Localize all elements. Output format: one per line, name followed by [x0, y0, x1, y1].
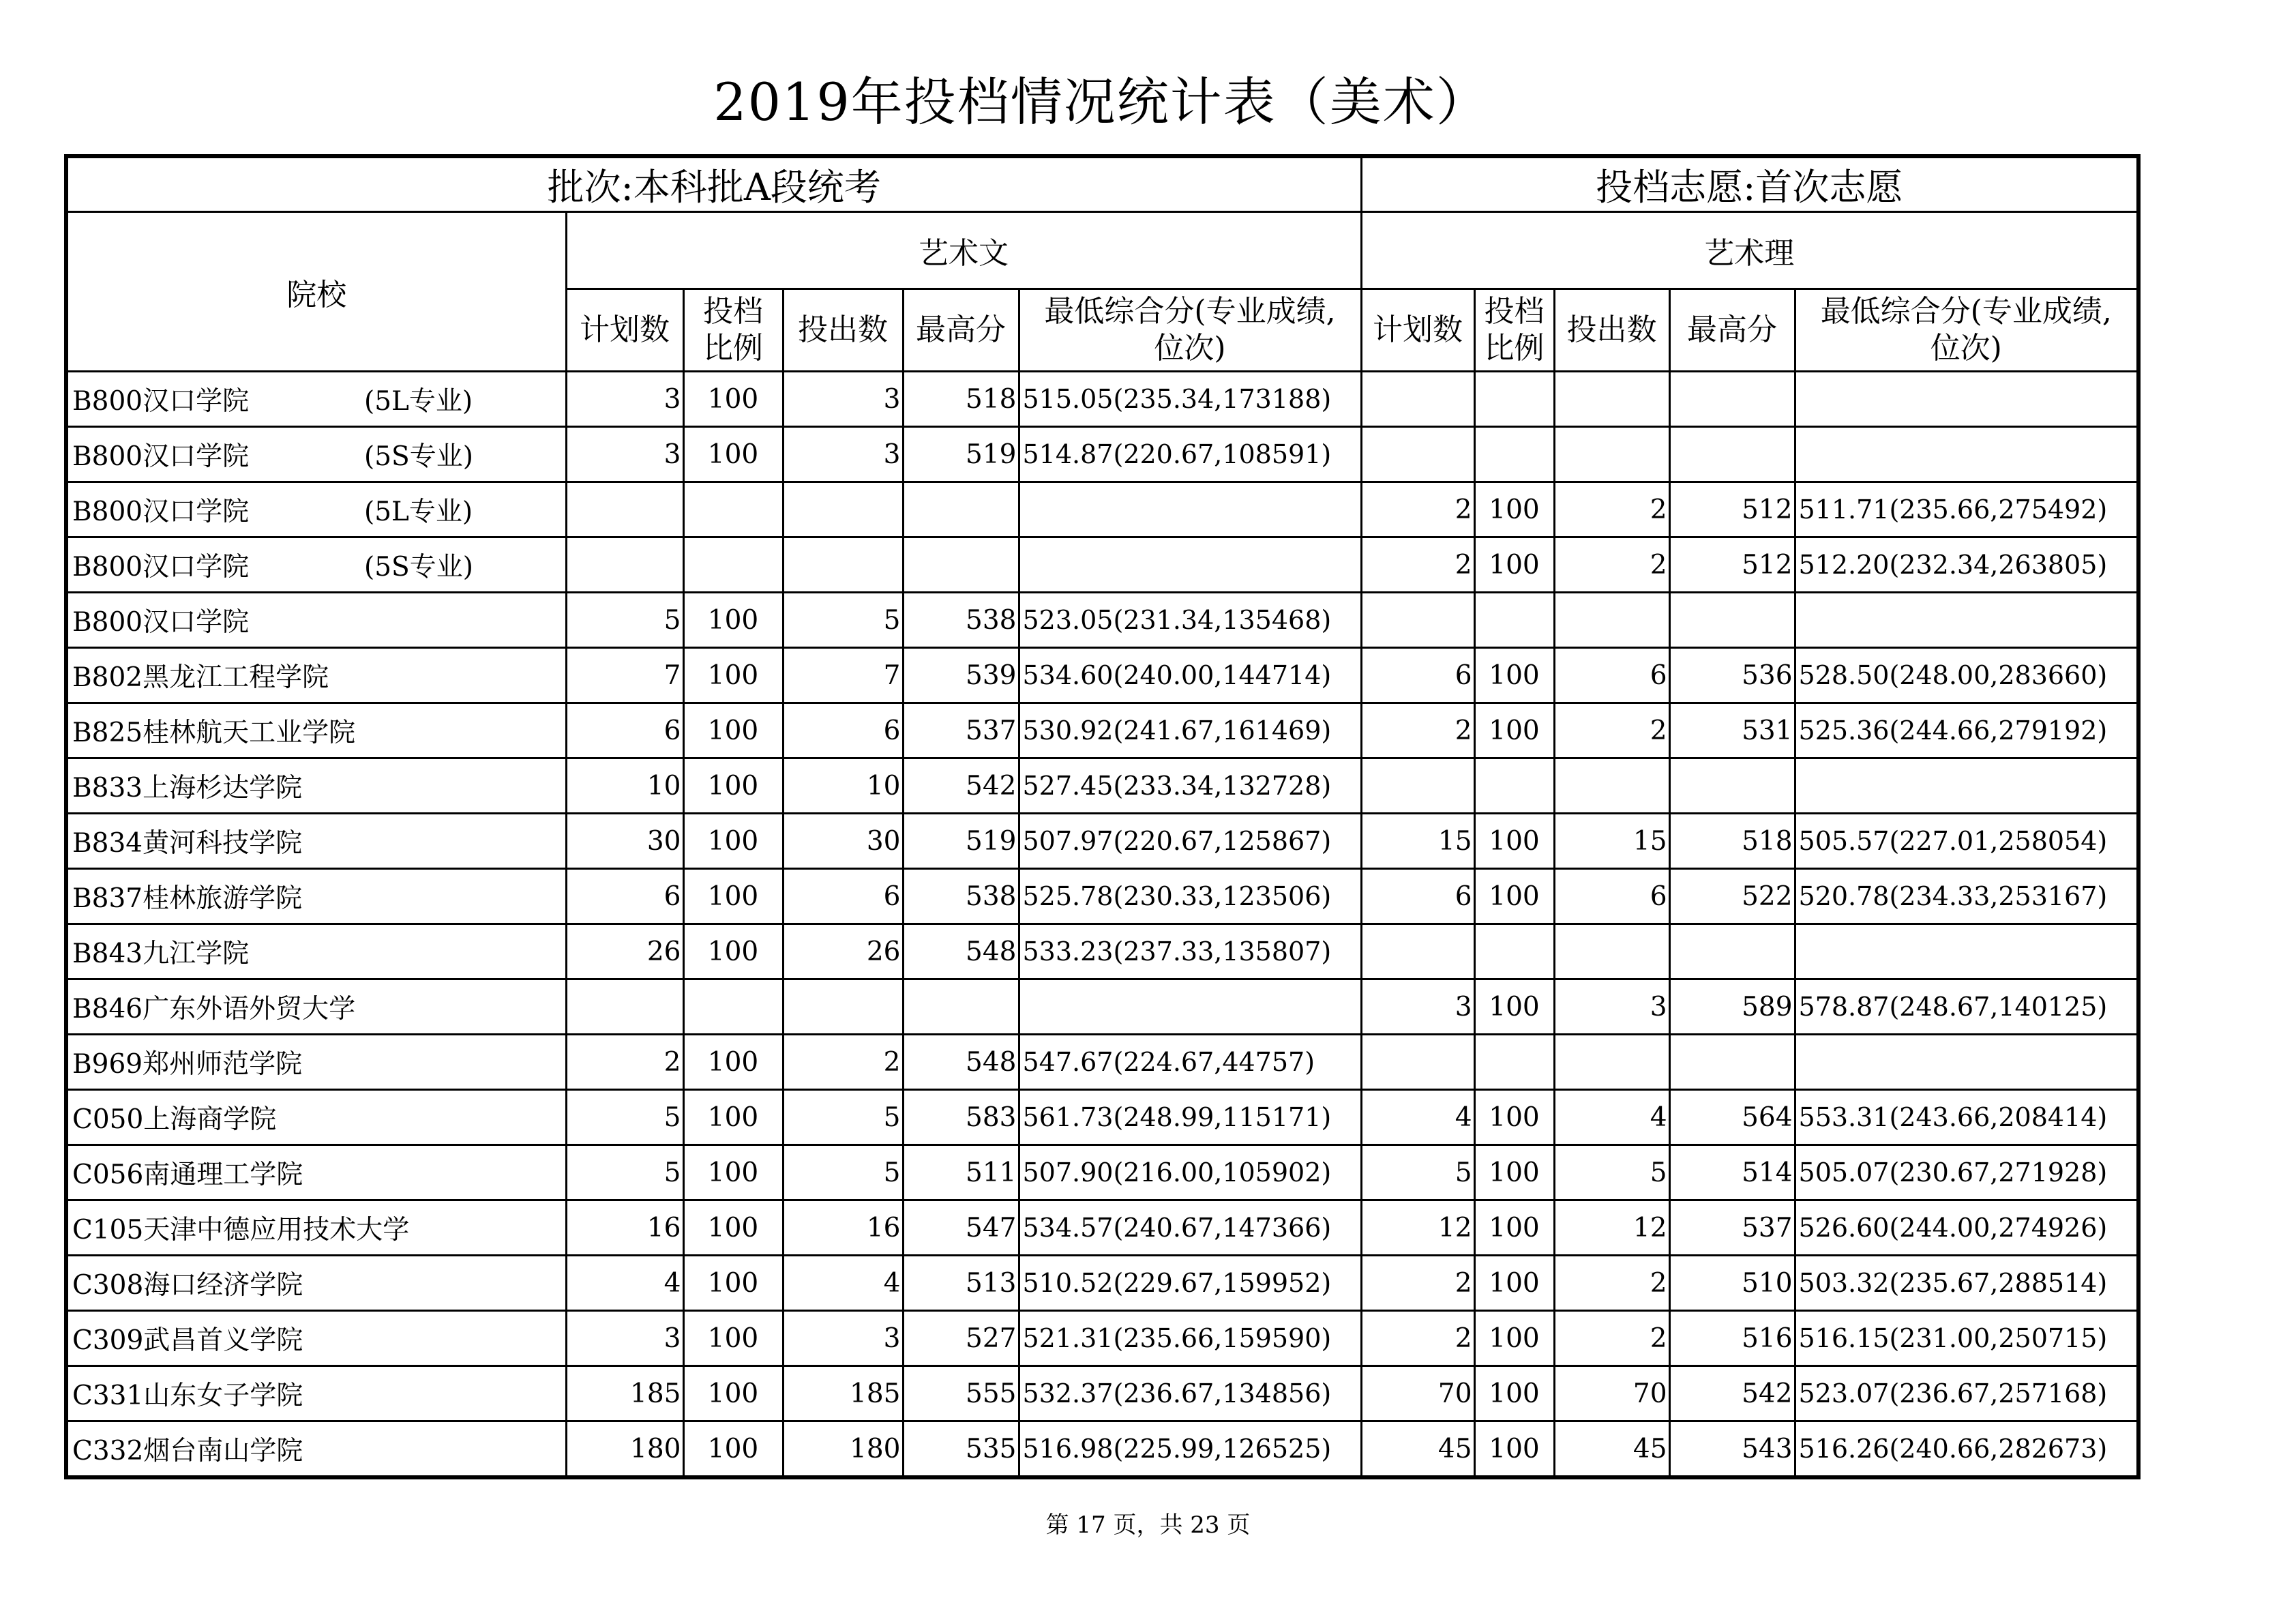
- school-name: B837桂林旅游学院: [72, 883, 303, 914]
- w-ratio-cell: [683, 979, 783, 1035]
- school-cell: [66, 1145, 566, 1200]
- school-cell: [66, 537, 566, 593]
- l-ratio-cell: 100: [1474, 814, 1554, 869]
- w-plan-cell: 16: [566, 1200, 683, 1256]
- school-cell: [66, 1035, 566, 1090]
- l-plan-cell: [1361, 593, 1474, 648]
- l-out-cell: [1554, 427, 1669, 482]
- w-ratio-cell: 100: [683, 648, 783, 703]
- w-min-cell: [1019, 537, 1361, 593]
- w-min-cell: 523.05(231.34,135468): [1019, 593, 1361, 648]
- table-row: [66, 1421, 2138, 1478]
- w-max-cell: 539: [903, 648, 1019, 703]
- batch-label: 批次:本科批A段统考: [66, 156, 1361, 212]
- l-plan-cell: 45: [1361, 1421, 1474, 1478]
- school-cell: [66, 703, 566, 758]
- l-min-cell: [1795, 1035, 2138, 1090]
- table-row: [66, 1035, 2138, 1090]
- school-cell: [66, 758, 566, 814]
- school-cell: [66, 1090, 566, 1145]
- l-max-cell: [1669, 758, 1795, 814]
- w-ratio-cell: [683, 482, 783, 537]
- l-out-cell: [1554, 593, 1669, 648]
- l-max-cell: 564: [1669, 1090, 1795, 1145]
- l-max-cell: [1669, 372, 1795, 427]
- wen-out-header: 投出数: [783, 289, 903, 372]
- major-note: (5L专业): [364, 497, 473, 527]
- table-row: [66, 703, 2138, 758]
- w-max-cell: 511: [903, 1145, 1019, 1200]
- w-min-cell: 525.78(230.33,123506): [1019, 869, 1361, 924]
- w-min-cell: [1019, 979, 1361, 1035]
- table-row: [66, 372, 2138, 427]
- wen-min-header: 最低综合分(专业成绩, 位次): [1019, 289, 1361, 372]
- l-out-cell: [1554, 924, 1669, 979]
- table-row: [66, 648, 2138, 703]
- l-plan-cell: [1361, 758, 1474, 814]
- w-out-cell: 16: [783, 1200, 903, 1256]
- school-name: B800汉口学院: [72, 607, 250, 638]
- l-max-cell: 531: [1669, 703, 1795, 758]
- w-ratio-cell: 100: [683, 1366, 783, 1421]
- wen-plan-header: 计划数: [566, 289, 683, 372]
- w-plan-cell: 30: [566, 814, 683, 869]
- table-row: [66, 1145, 2138, 1200]
- l-min-cell: 525.36(244.66,279192): [1795, 703, 2138, 758]
- school-name: B800汉口学院: [72, 441, 250, 472]
- l-max-cell: [1669, 924, 1795, 979]
- l-ratio-cell: 100: [1474, 703, 1554, 758]
- school-cell: [66, 593, 566, 648]
- volunteer-label: 投档志愿:首次志愿: [1361, 156, 2138, 212]
- l-ratio-cell: 100: [1474, 482, 1554, 537]
- w-out-cell: 6: [783, 703, 903, 758]
- w-plan-cell: 3: [566, 372, 683, 427]
- w-ratio-cell: 100: [683, 1421, 783, 1478]
- school-cell: [66, 979, 566, 1035]
- w-plan-cell: 180: [566, 1421, 683, 1478]
- school-name: B846广东外语外贸大学: [72, 994, 356, 1024]
- school-name: C331山东女子学院: [72, 1381, 303, 1411]
- school-name: B800汉口学院: [72, 386, 250, 417]
- w-min-cell: 547.67(224.67,44757): [1019, 1035, 1361, 1090]
- l-plan-cell: [1361, 372, 1474, 427]
- l-out-cell: [1554, 758, 1669, 814]
- w-max-cell: 535: [903, 1421, 1019, 1478]
- w-ratio-cell: 100: [683, 1200, 783, 1256]
- table-row: [66, 427, 2138, 482]
- li-out-header: 投出数: [1554, 289, 1669, 372]
- l-min-cell: 503.32(235.67,288514): [1795, 1256, 2138, 1311]
- w-out-cell: 3: [783, 1311, 903, 1366]
- w-out-cell: 10: [783, 758, 903, 814]
- school-name: B843九江学院: [72, 939, 250, 969]
- l-min-cell: 505.07(230.67,271928): [1795, 1145, 2138, 1200]
- w-ratio-cell: 100: [683, 1311, 783, 1366]
- w-min-cell: 514.87(220.67,108591): [1019, 427, 1361, 482]
- l-out-cell: 4: [1554, 1090, 1669, 1145]
- table-row: [66, 537, 2138, 593]
- school-name: C308海口经济学院: [72, 1270, 303, 1301]
- w-plan-cell: 26: [566, 924, 683, 979]
- admission-statistics-table: [64, 154, 2141, 1479]
- art-liberal-group-header: 艺术文: [566, 212, 1361, 289]
- batch-header-row: [66, 156, 2138, 212]
- school-name: B833上海杉达学院: [72, 773, 303, 803]
- w-out-cell: 7: [783, 648, 903, 703]
- major-note: (5S专业): [364, 552, 473, 582]
- w-max-cell: 555: [903, 1366, 1019, 1421]
- w-plan-cell: [566, 482, 683, 537]
- l-plan-cell: 2: [1361, 482, 1474, 537]
- l-plan-cell: 5: [1361, 1145, 1474, 1200]
- w-plan-cell: [566, 537, 683, 593]
- w-ratio-cell: 100: [683, 758, 783, 814]
- school-cell: [66, 372, 566, 427]
- l-plan-cell: 2: [1361, 1311, 1474, 1366]
- l-max-cell: [1669, 427, 1795, 482]
- w-max-cell: 538: [903, 869, 1019, 924]
- w-ratio-cell: 100: [683, 869, 783, 924]
- w-plan-cell: 6: [566, 703, 683, 758]
- li-min-header: 最低综合分(专业成绩, 位次): [1795, 289, 2138, 372]
- table-row: [66, 924, 2138, 979]
- l-min-cell: 516.15(231.00,250715): [1795, 1311, 2138, 1366]
- school-name: C309武昌首义学院: [72, 1325, 303, 1356]
- school-name: B800汉口学院: [72, 552, 250, 582]
- w-max-cell: 583: [903, 1090, 1019, 1145]
- w-min-cell: 521.31(235.66,159590): [1019, 1311, 1361, 1366]
- l-plan-cell: 70: [1361, 1366, 1474, 1421]
- document-title: 2019年投档情况统计表（美术）: [713, 72, 1489, 132]
- table-row: [66, 1200, 2138, 1256]
- l-min-cell: [1795, 372, 2138, 427]
- l-out-cell: 3: [1554, 979, 1669, 1035]
- l-out-cell: 15: [1554, 814, 1669, 869]
- w-plan-cell: 10: [566, 758, 683, 814]
- l-plan-cell: 2: [1361, 537, 1474, 593]
- w-ratio-cell: 100: [683, 924, 783, 979]
- l-ratio-cell: 100: [1474, 1256, 1554, 1311]
- l-ratio-cell: 100: [1474, 1366, 1554, 1421]
- l-max-cell: 518: [1669, 814, 1795, 869]
- l-max-cell: 543: [1669, 1421, 1795, 1478]
- school-cell: [66, 869, 566, 924]
- l-ratio-cell: [1474, 372, 1554, 427]
- w-max-cell: 538: [903, 593, 1019, 648]
- l-min-cell: 505.57(227.01,258054): [1795, 814, 2138, 869]
- art-science-group-header: 艺术理: [1361, 212, 2138, 289]
- l-max-cell: 536: [1669, 648, 1795, 703]
- school-cell: [66, 648, 566, 703]
- table-row: [66, 1256, 2138, 1311]
- w-max-cell: 519: [903, 814, 1019, 869]
- w-ratio-cell: 100: [683, 1256, 783, 1311]
- l-out-cell: 2: [1554, 1311, 1669, 1366]
- w-ratio-cell: [683, 537, 783, 593]
- l-ratio-cell: 100: [1474, 1090, 1554, 1145]
- l-ratio-cell: 100: [1474, 1200, 1554, 1256]
- l-max-cell: 589: [1669, 979, 1795, 1035]
- w-max-cell: 537: [903, 703, 1019, 758]
- school-name: C105天津中德应用技术大学: [72, 1215, 410, 1245]
- w-max-cell: 527: [903, 1311, 1019, 1366]
- w-ratio-cell: 100: [683, 427, 783, 482]
- l-ratio-cell: 100: [1474, 869, 1554, 924]
- l-min-cell: 511.71(235.66,275492): [1795, 482, 2138, 537]
- major-note: (5L专业): [364, 386, 473, 417]
- li-plan-header: 计划数: [1361, 289, 1474, 372]
- l-min-cell: [1795, 758, 2138, 814]
- l-min-cell: 553.31(243.66,208414): [1795, 1090, 2138, 1145]
- table-row: [66, 1311, 2138, 1366]
- l-min-cell: [1795, 924, 2138, 979]
- group-header-row: [66, 212, 2138, 289]
- l-plan-cell: 2: [1361, 703, 1474, 758]
- w-min-cell: 507.90(216.00,105902): [1019, 1145, 1361, 1200]
- w-min-cell: 527.45(233.34,132728): [1019, 758, 1361, 814]
- l-ratio-cell: [1474, 427, 1554, 482]
- l-ratio-cell: [1474, 758, 1554, 814]
- w-min-cell: 507.97(220.67,125867): [1019, 814, 1361, 869]
- l-out-cell: 2: [1554, 1256, 1669, 1311]
- l-out-cell: 6: [1554, 869, 1669, 924]
- l-min-cell: 578.87(248.67,140125): [1795, 979, 2138, 1035]
- w-plan-cell: 6: [566, 869, 683, 924]
- w-out-cell: 5: [783, 593, 903, 648]
- w-plan-cell: [566, 979, 683, 1035]
- wen-max-header: 最高分: [903, 289, 1019, 372]
- l-out-cell: 5: [1554, 1145, 1669, 1200]
- school-name: B834黄河科技学院: [72, 828, 303, 859]
- w-plan-cell: 5: [566, 593, 683, 648]
- w-plan-cell: 5: [566, 1090, 683, 1145]
- l-max-cell: 542: [1669, 1366, 1795, 1421]
- w-max-cell: 548: [903, 1035, 1019, 1090]
- w-max-cell: 518: [903, 372, 1019, 427]
- w-min-cell: 516.98(225.99,126525): [1019, 1421, 1361, 1478]
- table-row: [66, 482, 2138, 537]
- l-out-cell: [1554, 1035, 1669, 1090]
- l-min-cell: 516.26(240.66,282673): [1795, 1421, 2138, 1478]
- l-ratio-cell: 100: [1474, 979, 1554, 1035]
- l-max-cell: [1669, 1035, 1795, 1090]
- table-row: [66, 1090, 2138, 1145]
- table-row: [66, 593, 2138, 648]
- l-ratio-cell: [1474, 924, 1554, 979]
- w-max-cell: 519: [903, 427, 1019, 482]
- l-plan-cell: 15: [1361, 814, 1474, 869]
- w-out-cell: 26: [783, 924, 903, 979]
- school-column-header: 院校: [66, 212, 566, 372]
- school-name: B825桂林航天工业学院: [72, 718, 356, 748]
- w-min-cell: 532.37(236.67,134856): [1019, 1366, 1361, 1421]
- w-out-cell: 3: [783, 427, 903, 482]
- w-plan-cell: 5: [566, 1145, 683, 1200]
- l-out-cell: 12: [1554, 1200, 1669, 1256]
- school-name: B800汉口学院: [72, 497, 250, 527]
- l-ratio-cell: 100: [1474, 1311, 1554, 1366]
- w-max-cell: 548: [903, 924, 1019, 979]
- school-cell: [66, 1366, 566, 1421]
- w-min-cell: 530.92(241.67,161469): [1019, 703, 1361, 758]
- w-min-cell: 515.05(235.34,173188): [1019, 372, 1361, 427]
- w-out-cell: 30: [783, 814, 903, 869]
- school-name: B802黑龙江工程学院: [72, 662, 329, 693]
- w-plan-cell: 3: [566, 427, 683, 482]
- w-out-cell: 4: [783, 1256, 903, 1311]
- l-min-cell: 526.60(244.00,274926): [1795, 1200, 2138, 1256]
- w-min-cell: 533.23(237.33,135807): [1019, 924, 1361, 979]
- page-footer: 第 17 页，共 23 页: [1045, 1511, 1251, 1539]
- school-name: C056南通理工学院: [72, 1160, 303, 1190]
- l-max-cell: 512: [1669, 537, 1795, 593]
- l-ratio-cell: [1474, 1035, 1554, 1090]
- l-max-cell: 510: [1669, 1256, 1795, 1311]
- school-cell: [66, 482, 566, 537]
- l-plan-cell: [1361, 1035, 1474, 1090]
- w-ratio-cell: 100: [683, 703, 783, 758]
- l-out-cell: 45: [1554, 1421, 1669, 1478]
- w-out-cell: 6: [783, 869, 903, 924]
- w-min-cell: 534.60(240.00,144714): [1019, 648, 1361, 703]
- w-ratio-cell: 100: [683, 1145, 783, 1200]
- w-out-cell: 5: [783, 1145, 903, 1200]
- w-plan-cell: 2: [566, 1035, 683, 1090]
- l-plan-cell: [1361, 924, 1474, 979]
- li-max-header: 最高分: [1669, 289, 1795, 372]
- w-max-cell: [903, 979, 1019, 1035]
- l-ratio-cell: 100: [1474, 1145, 1554, 1200]
- l-min-cell: 520.78(234.33,253167): [1795, 869, 2138, 924]
- l-out-cell: 70: [1554, 1366, 1669, 1421]
- w-plan-cell: 7: [566, 648, 683, 703]
- l-plan-cell: 12: [1361, 1200, 1474, 1256]
- w-max-cell: [903, 482, 1019, 537]
- l-out-cell: 6: [1554, 648, 1669, 703]
- w-out-cell: [783, 979, 903, 1035]
- major-note: (5S专业): [364, 441, 473, 472]
- l-out-cell: [1554, 372, 1669, 427]
- w-ratio-cell: 100: [683, 814, 783, 869]
- w-out-cell: 3: [783, 372, 903, 427]
- l-out-cell: 2: [1554, 537, 1669, 593]
- w-max-cell: 547: [903, 1200, 1019, 1256]
- school-cell: [66, 1256, 566, 1311]
- l-max-cell: 537: [1669, 1200, 1795, 1256]
- l-plan-cell: 3: [1361, 979, 1474, 1035]
- school-cell: [66, 1421, 566, 1478]
- w-out-cell: 180: [783, 1421, 903, 1478]
- w-max-cell: 513: [903, 1256, 1019, 1311]
- l-min-cell: [1795, 593, 2138, 648]
- school-name: C050上海商学院: [72, 1104, 277, 1135]
- school-name: B969郑州师范学院: [72, 1049, 303, 1080]
- w-plan-cell: 185: [566, 1366, 683, 1421]
- li-ratio-header: 投档 比例: [1474, 289, 1554, 372]
- w-ratio-cell: 100: [683, 372, 783, 427]
- l-max-cell: 514: [1669, 1145, 1795, 1200]
- w-min-cell: 534.57(240.67,147366): [1019, 1200, 1361, 1256]
- table-row: [66, 979, 2138, 1035]
- w-out-cell: 185: [783, 1366, 903, 1421]
- school-cell: [66, 1311, 566, 1366]
- table-row: [66, 814, 2138, 869]
- school-cell: [66, 814, 566, 869]
- table-row: [66, 1366, 2138, 1421]
- w-out-cell: [783, 482, 903, 537]
- l-min-cell: 523.07(236.67,257168): [1795, 1366, 2138, 1421]
- l-out-cell: 2: [1554, 482, 1669, 537]
- l-max-cell: [1669, 593, 1795, 648]
- w-min-cell: 561.73(248.99,115171): [1019, 1090, 1361, 1145]
- l-plan-cell: 6: [1361, 869, 1474, 924]
- l-plan-cell: 2: [1361, 1256, 1474, 1311]
- l-min-cell: 528.50(248.00,283660): [1795, 648, 2138, 703]
- l-ratio-cell: 100: [1474, 648, 1554, 703]
- school-cell: [66, 924, 566, 979]
- l-ratio-cell: 100: [1474, 1421, 1554, 1478]
- l-plan-cell: [1361, 427, 1474, 482]
- table-row: [66, 758, 2138, 814]
- l-ratio-cell: 100: [1474, 537, 1554, 593]
- school-cell: [66, 427, 566, 482]
- school-name: C332烟台南山学院: [72, 1436, 303, 1466]
- l-min-cell: 512.20(232.34,263805): [1795, 537, 2138, 593]
- l-max-cell: 516: [1669, 1311, 1795, 1366]
- w-max-cell: [903, 537, 1019, 593]
- w-max-cell: 542: [903, 758, 1019, 814]
- w-out-cell: 2: [783, 1035, 903, 1090]
- l-min-cell: [1795, 427, 2138, 482]
- w-out-cell: 5: [783, 1090, 903, 1145]
- w-plan-cell: 3: [566, 1311, 683, 1366]
- w-ratio-cell: 100: [683, 1035, 783, 1090]
- school-cell: [66, 1200, 566, 1256]
- w-min-cell: [1019, 482, 1361, 537]
- l-out-cell: 2: [1554, 703, 1669, 758]
- l-max-cell: 522: [1669, 869, 1795, 924]
- l-ratio-cell: [1474, 593, 1554, 648]
- wen-ratio-header: 投档 比例: [683, 289, 783, 372]
- w-min-cell: 510.52(229.67,159952): [1019, 1256, 1361, 1311]
- l-plan-cell: 6: [1361, 648, 1474, 703]
- w-ratio-cell: 100: [683, 593, 783, 648]
- l-max-cell: 512: [1669, 482, 1795, 537]
- w-plan-cell: 4: [566, 1256, 683, 1311]
- w-ratio-cell: 100: [683, 1090, 783, 1145]
- w-out-cell: [783, 537, 903, 593]
- l-plan-cell: 4: [1361, 1090, 1474, 1145]
- table-row: [66, 869, 2138, 924]
